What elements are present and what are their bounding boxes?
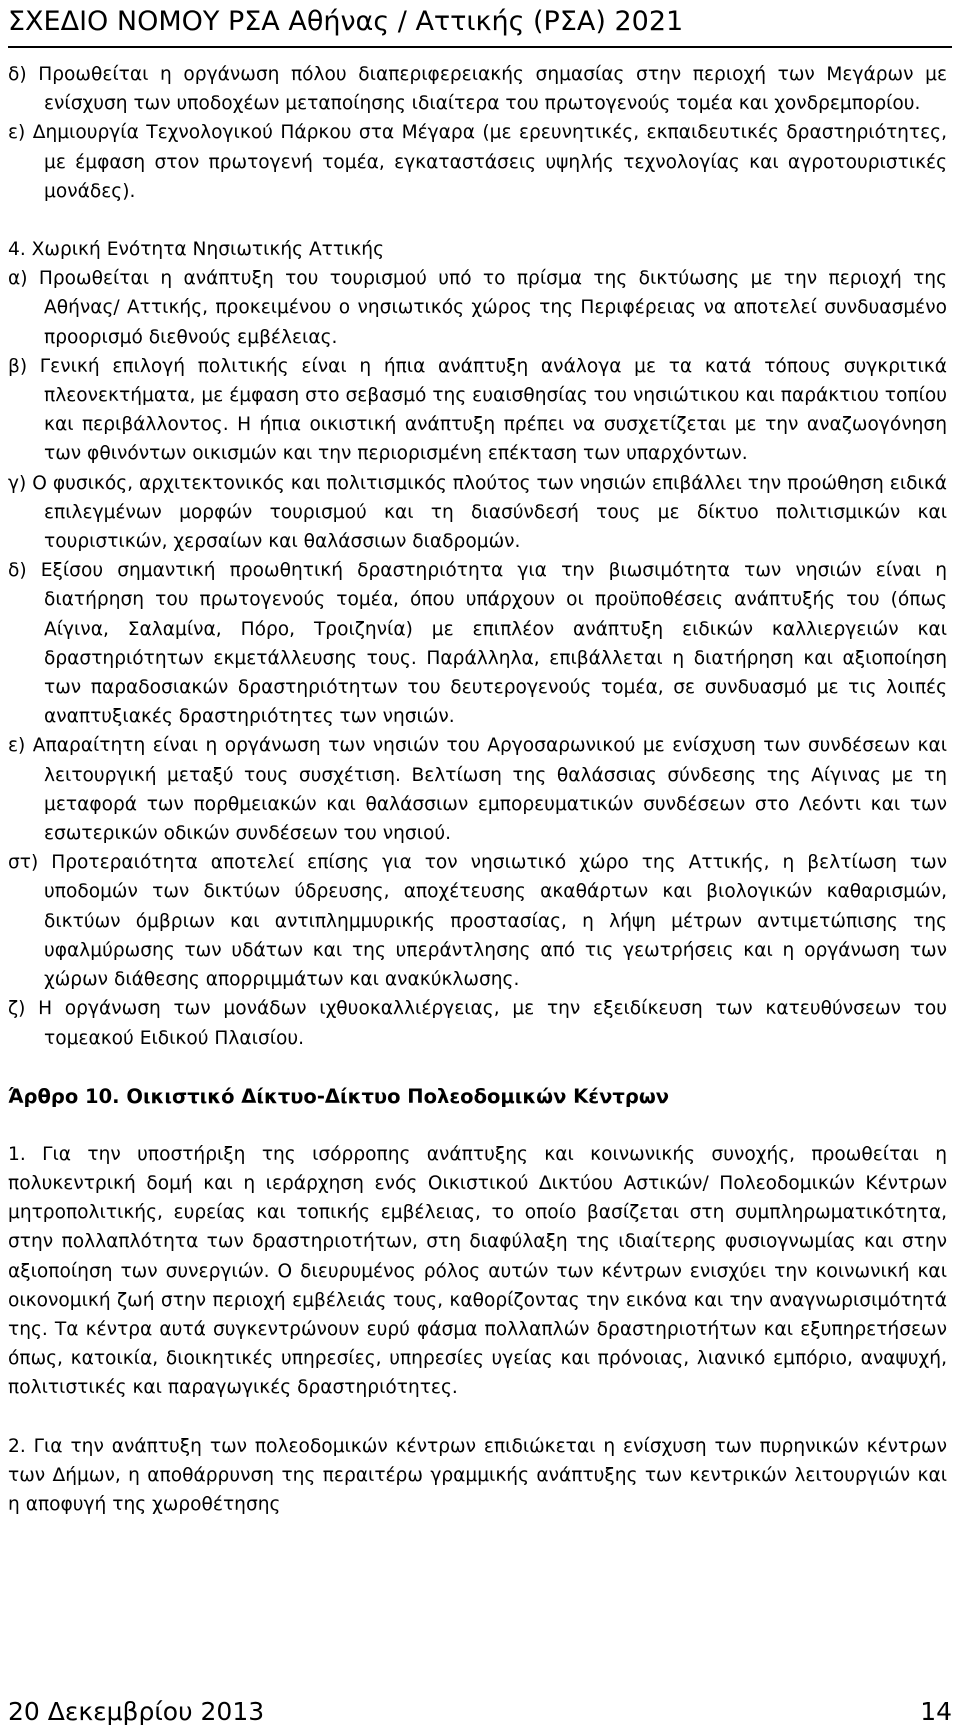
list-item: ε) Απαραίτητη είναι η οργάνωση των νησιών του Αργοσαρωνικού με ενίσχυση των συνδέσεων και λειτουργική μεταξύ τους συσχέτιση. Βελτίωση της θαλάσσιας σύνδεσης της Αίγινας με τη μεταφορά των πορθμειακών και θαλάσσιων εμπορευματικών συνδέσεων στο Λεόντι και των εσωτερικών οδικών συνδέσεων του νησιού. [8, 735, 947, 845]
list-item: ζ) Η οργάνωση των μονάδων ιχθυοκαλλιέργειας, με την εξειδίκευση των κατευθύνσεων του τομεακού Ειδικού Πλαισίου. [8, 998, 947, 1049]
paragraph: 1. Για την υποστήριξη της ισόρροπης ανάπτυξης και κοινωνικής συνοχής, προωθείται η πολυκεντρική δομή και η ιεράρχηση ενός Οικιστικού Δικτύου Αστικών/ Πολεοδομικών Κέντρων μητροπολιτικής, ευρείας και τοπικής εμβέλειας, το οποίο βασίζεται στη συμπληρωματικότητα, στην πολλαπλότητα των δραστηριοτήτων, στη διαφύλαξη της ιδιαίτερης φυσιογνωμίας και στην αξιοποίηση των συνεργιών. Ο διευρυμένος ρόλος αυτών των κέντρων ενισχύει την κοινωνική και οικονομική ζωή στην περιοχή εμβέλειάς τους, καθορίζοντας την εικόνα και την αναγνωρισιμότητά της. Τα κέντρα αυτά συγκεντρώνουν ευρύ φάσμα πολλαπλών δραστηριοτήτων και εξυπηρετήσεων όπως, κατοικία, διοικητικές υπηρεσίες, υπηρεσίες υγείας και πρόνοιας, λιανικό εμπόριο, αναψυχή, πολιτιστικές και παραγωγικές δραστηριότητες. [8, 1143, 947, 1399]
page-number: 14 [920, 1697, 952, 1726]
list-item: στ) Προτεραιότητα αποτελεί επίσης για τον νησιωτικό χώρο της Αττικής, η βελτίωση των υποδομών των δικτύων ύδρευσης, αποχέτευσης ακαθάρτων και βιολογικών καθαρισμών, δικτύων όμβριων και αντιπλημμυρικής προστασίας, η λήψη μέτρων αντιμετώπισης της υφαλμύρωσης των υδάτων και της υπεράντλησης από τις γεωτρήσεις και η οργάνωση των χώρων διάθεσης απορριμμάτων και ανακύκλωσης. [8, 852, 947, 991]
document-body [8, 60, 947, 1519]
list-item: α) Προωθείται η ανάπτυξη του τουρισμού υπό το πρίσμα της δικτύωσης με την περιοχή της Αθήνας/ Αττικής, προκειμένου ο νησιωτικός χώρος της Περιφέρειας να αποτελεί συνδυασμένο προορισμό διεθνούς εμβέλειας. [8, 268, 947, 348]
list-item: β) Γενική επιλογή πολιτικής είναι η ήπια ανάπτυξη ανάλογα με τα κατά τόπους συγκριτικά πλεονεκτήματα, με έμφαση στο σεβασμό της ευαισθησίας του νησιώτικου και παράκτιου τοπίου και περιβάλλοντος. Η ήπια οικιστική ανάπτυξη πρέπει να συσχετίζεται με την αναζωογόνηση των φθινόντων οικισμών και την περιορισμένη επέκταση των υπαρχόντων. [8, 355, 947, 465]
list-item: γ) Ο φυσικός, αρχιτεκτονικός και πολιτισμικός πλούτος των νησιών επιβάλλει την προώθηση ειδικά επιλεγμένων μορφών τουρισμού και τη διασύνδεσή τους με δίκτυο πολιτισμικών και τουριστικών, χερσαίων και θαλάσσιων διαδρομών. [8, 472, 947, 553]
header-title: ΣΧΕΔΙΟ ΝΟΜΟΥ ΡΣΑ Αθήνας / Αττικής (ΡΣΑ) 2021 [8, 6, 684, 37]
header-divider [8, 46, 952, 48]
list-item: δ) Εξίσου σημαντική προωθητική δραστηριότητα για την βιωσιμότητα των νησιών είναι η διατήρηση του πρωτογενούς τομέα, όπου υπάρχουν οι προϋποθέσεις ανάπτυξής του (όπως Αίγινα, Σαλαμίνα, Πόρο, Τροιζηνία) με επιπλέον ανάπτυξη ειδικών καλλιεργειών και δραστηριότητων εκμετάλλευσης τους. Παράλληλα, επιβάλλεται η διατήρηση και αξιοποίηση των παραδοσιακών δραστηριότητων του δευτερογενούς τομέα, σε συνδυασμό με τις λοιπές αναπτυξιακές δραστηριότητες των νησιών. [8, 560, 947, 728]
document-header [8, 4, 952, 40]
article-title: Άρθρο 10. Οικιστικό Δίκτυο-Δίκτυο Πολεοδομικών Κέντρων [8, 1084, 670, 1108]
paragraph: 2. Για την ανάπτυξη των πολεοδομικών κέντρων επιδιώκεται η ενίσχυση των πυρηνικών κέντρων των Δήμων, η αποθάρρυνση της περαιτέρω γραμμικής ανάπτυξης των κεντρικών λειτουργιών και η αποφυγή της χωροθέτησης [8, 1435, 947, 1515]
list-item-delta: δ) Προωθείται η οργάνωση πόλου διαπεριφερειακής σημασίας στην περιοχή των Μεγάρων με ενίσχυση των υποδοχέων μεταποίησης ιδιαίτερα του πρωτογενούς τομέα και χονδρεμπορίου. [8, 64, 947, 115]
section-title: 4. Χωρική Ενότητα Νησιωτικής Αττικής [8, 239, 385, 261]
footer-date: 20 Δεκεμβρίου 2013 [8, 1697, 265, 1726]
list-item-epsilon: ε) Δημιουργία Τεχνολογικού Πάρκου στα Μέγαρα (με ερευνητικές, εκπαιδευτικές δραστηριότητες, με έμφαση στον πρωτογενή τομέα, εγκαταστάσεις υψηλής τεχνολογίας και αγροτουριστικές μονάδες). [8, 122, 947, 202]
